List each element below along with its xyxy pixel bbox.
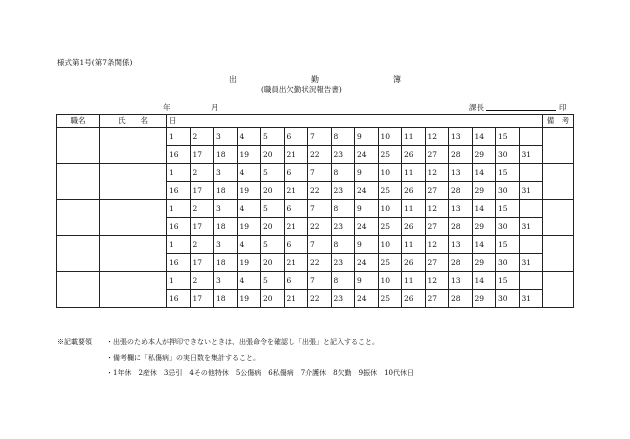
day-cell[interactable]: 25 <box>378 254 402 272</box>
table-row <box>57 200 574 218</box>
day-cell[interactable]: 12 <box>425 128 449 146</box>
day-cell[interactable]: 5 <box>261 164 285 182</box>
day-cell[interactable]: 2 <box>190 128 214 146</box>
day-cell[interactable]: 15 <box>496 236 520 254</box>
shimei-cell[interactable] <box>100 236 167 272</box>
day-cell[interactable]: 11 <box>402 200 426 218</box>
day-cell[interactable]: 18 <box>214 182 238 200</box>
day-cell[interactable]: 23 <box>331 254 355 272</box>
day-cell[interactable]: 6 <box>284 164 308 182</box>
day-cell[interactable]: 31 <box>519 146 543 164</box>
day-cell[interactable]: 25 <box>378 218 402 236</box>
day-cell[interactable]: 3 <box>214 164 238 182</box>
day-cell[interactable]: 28 <box>449 254 473 272</box>
note-item: ・1年休 2産休 3忌引 4その他特休 5公傷病 6私傷病 7介護休 8欠勤 9振休 10代休日 <box>106 369 414 377</box>
note-item: ・出張のため本人が押印できないときは、出張命令を確認し「出張」と記入すること。 <box>106 338 379 346</box>
day-cell[interactable]: 10 <box>378 236 402 254</box>
day-cell[interactable]: 8 <box>331 272 355 290</box>
day-cell[interactable]: 5 <box>261 272 285 290</box>
title-char: 簿 <box>393 75 401 84</box>
day-cell[interactable]: 28 <box>449 218 473 236</box>
day-cell[interactable]: 20 <box>261 254 285 272</box>
day-cell[interactable]: 18 <box>214 290 238 308</box>
day-cell[interactable]: 6 <box>284 200 308 218</box>
form-number: 様式第1号(第7条関係) <box>57 58 133 67</box>
day-cell[interactable]: 21 <box>284 218 308 236</box>
note-item: ・備考欄に「私傷病」の実日数を集計すること。 <box>106 354 260 362</box>
day-cell[interactable]: 27 <box>425 254 449 272</box>
day-cell[interactable]: 4 <box>237 272 261 290</box>
day-cell[interactable]: 1 <box>167 164 191 182</box>
day-cell[interactable]: 7 <box>308 128 332 146</box>
day-cell[interactable]: 30 <box>496 218 520 236</box>
day-cell[interactable]: 5 <box>261 200 285 218</box>
biko-cell[interactable] <box>543 236 574 272</box>
day-cell[interactable]: 2 <box>190 164 214 182</box>
day-cell[interactable]: 21 <box>284 182 308 200</box>
day-cell[interactable]: 17 <box>190 254 214 272</box>
day-cell[interactable]: 14 <box>472 200 496 218</box>
day-cell[interactable]: 8 <box>331 200 355 218</box>
day-cell[interactable]: 20 <box>261 290 285 308</box>
shokumei-cell[interactable] <box>57 200 100 236</box>
seal-label: 印 <box>559 103 567 112</box>
day-cell[interactable]: 6 <box>284 236 308 254</box>
day-cell[interactable] <box>519 200 543 218</box>
day-cell[interactable]: 19 <box>237 182 261 200</box>
day-cell[interactable]: 9 <box>355 164 379 182</box>
day-cell[interactable]: 9 <box>355 272 379 290</box>
header-biko: 備 考 <box>543 115 574 128</box>
day-cell[interactable]: 23 <box>331 290 355 308</box>
notes-label: ※記載要領 <box>57 338 92 346</box>
day-cell[interactable]: 12 <box>425 272 449 290</box>
day-cell[interactable]: 25 <box>378 182 402 200</box>
day-cell[interactable]: 20 <box>261 182 285 200</box>
day-cell[interactable]: 5 <box>261 236 285 254</box>
day-cell[interactable]: 2 <box>190 200 214 218</box>
day-cell[interactable]: 19 <box>237 146 261 164</box>
day-cell[interactable]: 19 <box>237 290 261 308</box>
day-cell[interactable]: 25 <box>378 146 402 164</box>
day-cell[interactable] <box>519 128 543 146</box>
day-cell[interactable]: 26 <box>402 146 426 164</box>
day-cell[interactable]: 1 <box>167 128 191 146</box>
day-cell[interactable]: 14 <box>472 164 496 182</box>
day-cell[interactable]: 13 <box>449 164 473 182</box>
day-cell[interactable]: 1 <box>167 272 191 290</box>
day-cell[interactable]: 8 <box>331 128 355 146</box>
day-cell[interactable]: 4 <box>237 164 261 182</box>
day-cell[interactable]: 13 <box>449 200 473 218</box>
day-cell[interactable]: 27 <box>425 290 449 308</box>
day-cell[interactable]: 15 <box>496 200 520 218</box>
day-cell[interactable]: 1 <box>167 200 191 218</box>
day-cell[interactable]: 29 <box>472 218 496 236</box>
day-cell[interactable]: 27 <box>425 146 449 164</box>
shimei-cell[interactable] <box>100 164 167 200</box>
day-cell[interactable]: 22 <box>308 254 332 272</box>
day-cell[interactable]: 3 <box>214 272 238 290</box>
day-cell[interactable]: 29 <box>472 146 496 164</box>
day-cell[interactable]: 9 <box>355 236 379 254</box>
day-cell[interactable]: 29 <box>472 254 496 272</box>
day-cell[interactable]: 9 <box>355 200 379 218</box>
day-cell[interactable]: 15 <box>496 272 520 290</box>
day-cell[interactable]: 21 <box>284 290 308 308</box>
shokumei-cell[interactable] <box>57 128 100 164</box>
day-cell[interactable]: 24 <box>355 218 379 236</box>
day-cell[interactable]: 30 <box>496 254 520 272</box>
day-cell[interactable]: 8 <box>331 164 355 182</box>
day-cell[interactable]: 16 <box>167 290 191 308</box>
day-cell[interactable]: 3 <box>214 200 238 218</box>
day-cell[interactable]: 5 <box>261 128 285 146</box>
day-cell[interactable]: 26 <box>402 290 426 308</box>
day-cell[interactable]: 4 <box>237 236 261 254</box>
day-cell[interactable]: 28 <box>449 146 473 164</box>
day-cell[interactable]: 3 <box>214 128 238 146</box>
day-cell[interactable]: 16 <box>167 254 191 272</box>
day-cell[interactable]: 10 <box>378 164 402 182</box>
day-cell[interactable]: 6 <box>284 128 308 146</box>
day-cell[interactable]: 22 <box>308 146 332 164</box>
day-cell[interactable]: 28 <box>449 182 473 200</box>
biko-cell[interactable] <box>543 200 574 236</box>
day-cell[interactable]: 26 <box>402 182 426 200</box>
shimei-cell[interactable] <box>100 128 167 164</box>
day-cell[interactable]: 11 <box>402 128 426 146</box>
day-cell[interactable]: 22 <box>308 290 332 308</box>
shokumei-cell[interactable] <box>57 272 100 308</box>
day-cell[interactable]: 11 <box>402 164 426 182</box>
day-cell[interactable]: 30 <box>496 290 520 308</box>
day-cell[interactable]: 15 <box>496 128 520 146</box>
day-cell[interactable]: 14 <box>472 128 496 146</box>
day-cell[interactable]: 23 <box>331 146 355 164</box>
day-cell[interactable] <box>519 164 543 182</box>
table-row <box>57 128 574 146</box>
day-cell[interactable]: 13 <box>449 236 473 254</box>
signature-line <box>486 110 556 111</box>
day-cell[interactable]: 29 <box>472 182 496 200</box>
section-chief-label: 課長 <box>469 103 484 112</box>
day-cell[interactable]: 3 <box>214 236 238 254</box>
title-char: 勤 <box>311 75 319 84</box>
day-cell[interactable]: 17 <box>190 182 214 200</box>
day-cell[interactable]: 31 <box>519 182 543 200</box>
day-cell[interactable]: 30 <box>496 182 520 200</box>
month-label: 月 <box>211 103 219 112</box>
shimei-cell[interactable] <box>100 200 167 236</box>
day-cell[interactable]: 23 <box>331 182 355 200</box>
day-cell[interactable]: 29 <box>472 290 496 308</box>
day-cell[interactable]: 30 <box>496 146 520 164</box>
day-cell[interactable]: 24 <box>355 290 379 308</box>
day-cell[interactable]: 4 <box>237 128 261 146</box>
day-cell[interactable]: 23 <box>331 218 355 236</box>
day-cell[interactable]: 22 <box>308 218 332 236</box>
day-cell[interactable]: 26 <box>402 254 426 272</box>
day-cell[interactable]: 12 <box>425 164 449 182</box>
day-cell[interactable]: 7 <box>308 164 332 182</box>
day-cell[interactable]: 6 <box>284 272 308 290</box>
day-cell[interactable]: 22 <box>308 182 332 200</box>
table-row <box>57 272 574 290</box>
biko-cell[interactable] <box>543 272 574 308</box>
day-cell[interactable]: 21 <box>284 146 308 164</box>
year-label: 年 <box>163 103 171 112</box>
day-cell[interactable]: 24 <box>355 254 379 272</box>
day-cell[interactable]: 17 <box>190 146 214 164</box>
day-cell[interactable]: 13 <box>449 272 473 290</box>
day-cell[interactable]: 10 <box>378 272 402 290</box>
day-cell[interactable]: 25 <box>378 290 402 308</box>
day-cell[interactable]: 18 <box>214 254 238 272</box>
day-cell[interactable]: 7 <box>308 272 332 290</box>
day-cell[interactable]: 31 <box>519 290 543 308</box>
day-cell[interactable]: 21 <box>284 254 308 272</box>
day-cell[interactable]: 4 <box>237 200 261 218</box>
table-body <box>57 128 574 308</box>
day-cell[interactable] <box>519 272 543 290</box>
day-cell[interactable]: 19 <box>237 218 261 236</box>
table-row <box>57 164 574 182</box>
day-cell[interactable]: 14 <box>472 272 496 290</box>
shimei-cell[interactable] <box>100 272 167 308</box>
day-cell[interactable]: 11 <box>402 236 426 254</box>
header-day: 日 <box>167 115 543 128</box>
header-shokumei: 職名 <box>57 115 100 128</box>
attendance-table <box>56 114 574 308</box>
title-char: 出 <box>229 75 237 84</box>
day-cell[interactable]: 16 <box>167 146 191 164</box>
day-cell[interactable]: 20 <box>261 146 285 164</box>
day-cell[interactable]: 16 <box>167 218 191 236</box>
biko-cell[interactable] <box>543 128 574 164</box>
day-cell[interactable]: 26 <box>402 218 426 236</box>
day-cell[interactable]: 31 <box>519 218 543 236</box>
day-cell[interactable]: 24 <box>355 182 379 200</box>
biko-cell[interactable] <box>543 164 574 200</box>
day-cell[interactable]: 2 <box>190 236 214 254</box>
day-cell[interactable]: 17 <box>190 218 214 236</box>
header-shimei: 氏 名 <box>100 115 167 128</box>
day-cell[interactable]: 28 <box>449 290 473 308</box>
day-cell[interactable]: 14 <box>472 236 496 254</box>
day-cell[interactable]: 18 <box>214 146 238 164</box>
day-cell[interactable]: 10 <box>378 200 402 218</box>
day-cell[interactable] <box>519 236 543 254</box>
day-cell[interactable]: 12 <box>425 200 449 218</box>
day-cell[interactable]: 15 <box>496 164 520 182</box>
document-subtitle: (職員出欠勤状況報告書) <box>261 85 342 94</box>
day-cell[interactable]: 1 <box>167 236 191 254</box>
day-cell[interactable]: 7 <box>308 200 332 218</box>
shokumei-cell[interactable] <box>57 164 100 200</box>
day-cell[interactable]: 19 <box>237 254 261 272</box>
day-cell[interactable]: 2 <box>190 272 214 290</box>
day-cell[interactable]: 20 <box>261 218 285 236</box>
day-cell[interactable]: 11 <box>402 272 426 290</box>
day-cell[interactable]: 24 <box>355 146 379 164</box>
day-cell[interactable]: 18 <box>214 218 238 236</box>
day-cell[interactable]: 9 <box>355 128 379 146</box>
day-cell[interactable]: 7 <box>308 236 332 254</box>
day-cell[interactable]: 17 <box>190 290 214 308</box>
day-cell[interactable]: 16 <box>167 182 191 200</box>
table-row <box>57 236 574 254</box>
day-cell[interactable]: 10 <box>378 128 402 146</box>
day-cell[interactable]: 27 <box>425 218 449 236</box>
day-cell[interactable]: 12 <box>425 236 449 254</box>
day-cell[interactable]: 13 <box>449 128 473 146</box>
day-cell[interactable]: 31 <box>519 254 543 272</box>
day-cell[interactable]: 8 <box>331 236 355 254</box>
shokumei-cell[interactable] <box>57 236 100 272</box>
day-cell[interactable]: 27 <box>425 182 449 200</box>
